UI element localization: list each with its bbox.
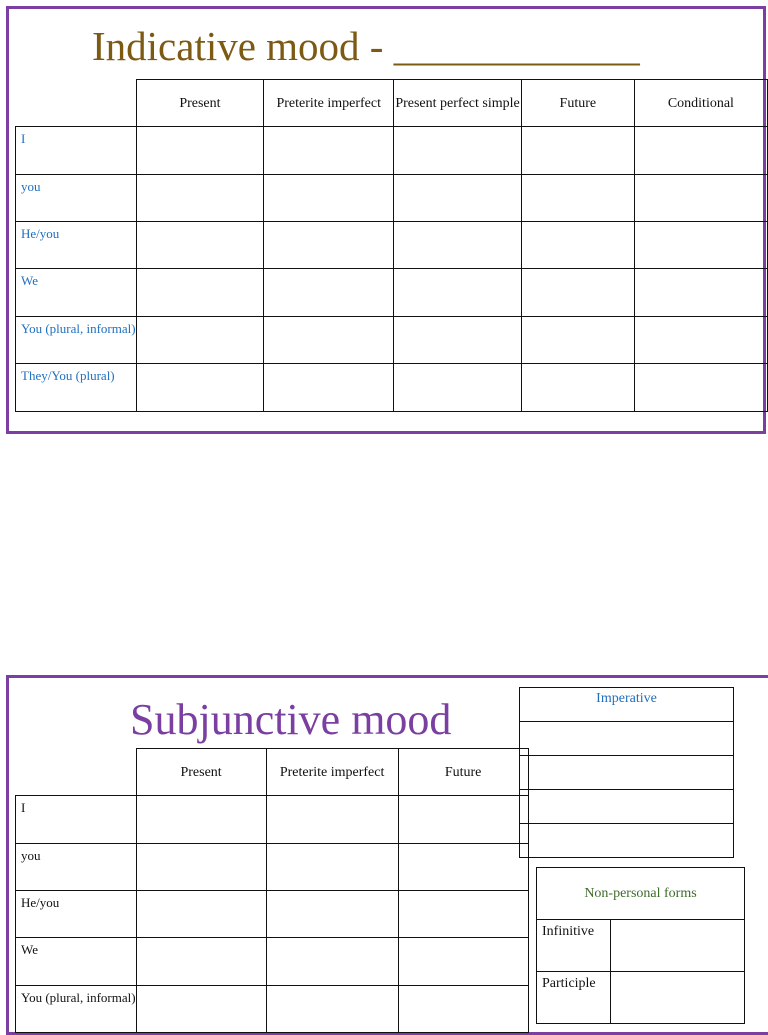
answer-cell[interactable] <box>266 986 398 1033</box>
answer-cell[interactable] <box>521 222 634 269</box>
row-label: you <box>16 175 137 222</box>
answer-cell[interactable] <box>520 756 734 790</box>
indicative-title: Indicative mood - ____________ <box>92 23 640 69</box>
row-label: You (plural, informal) <box>16 986 137 1033</box>
answer-cell[interactable] <box>136 222 264 269</box>
row-label: I <box>16 796 137 844</box>
answer-cell[interactable] <box>264 269 394 317</box>
answer-cell[interactable] <box>398 986 528 1033</box>
answer-cell[interactable] <box>634 127 767 175</box>
imperative-title: Imperative <box>520 688 734 722</box>
answer-cell[interactable] <box>398 844 528 891</box>
answer-cell[interactable] <box>520 824 734 858</box>
corner-cell <box>16 749 137 796</box>
answer-cell[interactable] <box>634 364 767 412</box>
answer-cell[interactable] <box>264 317 394 364</box>
answer-cell[interactable] <box>394 222 522 269</box>
answer-cell[interactable] <box>634 269 767 317</box>
table-row <box>16 175 768 222</box>
table-row <box>16 269 768 317</box>
answer-cell[interactable] <box>394 127 522 175</box>
answer-cell[interactable] <box>521 175 634 222</box>
table-row <box>16 222 768 269</box>
table-row <box>16 986 529 1033</box>
answer-cell[interactable] <box>136 127 264 175</box>
table-row <box>16 127 768 175</box>
answer-cell[interactable] <box>394 364 522 412</box>
answer-cell[interactable] <box>266 844 398 891</box>
column-header: Future <box>398 749 528 796</box>
corner-cell <box>16 80 137 127</box>
column-header: Present <box>136 80 264 127</box>
answer-cell[interactable] <box>398 796 528 844</box>
answer-cell[interactable] <box>634 175 767 222</box>
row-label: We <box>16 938 137 986</box>
answer-cell[interactable] <box>136 364 264 412</box>
answer-cell[interactable] <box>136 844 266 891</box>
answer-cell[interactable] <box>136 938 266 986</box>
answer-cell[interactable] <box>136 796 266 844</box>
answer-cell[interactable] <box>520 722 734 756</box>
answer-cell[interactable] <box>266 891 398 938</box>
column-header: Conditional <box>634 80 767 127</box>
row-label: Participle <box>537 972 611 1024</box>
table-row <box>16 796 529 844</box>
row-label: He/you <box>16 891 137 938</box>
column-header: Preterite imperfect <box>266 749 398 796</box>
answer-cell[interactable] <box>264 127 394 175</box>
answer-cell[interactable] <box>266 938 398 986</box>
row-label: We <box>16 269 137 317</box>
table-row <box>16 364 768 412</box>
answer-cell[interactable] <box>136 175 264 222</box>
column-header: Present <box>136 749 266 796</box>
answer-cell[interactable] <box>394 175 522 222</box>
nonpersonal-title: Non-personal forms <box>537 868 745 920</box>
answer-cell[interactable] <box>394 317 522 364</box>
table-row <box>16 938 529 986</box>
answer-cell[interactable] <box>521 317 634 364</box>
nonpersonal-table <box>536 867 745 1024</box>
column-header: Preterite imperfect <box>264 80 394 127</box>
table-row <box>16 844 529 891</box>
answer-cell[interactable] <box>521 364 634 412</box>
table-row <box>16 891 529 938</box>
row-label: you <box>16 844 137 891</box>
answer-cell[interactable] <box>394 269 522 317</box>
answer-cell[interactable] <box>264 364 394 412</box>
column-header: Future <box>521 80 634 127</box>
answer-cell[interactable] <box>521 127 634 175</box>
answer-cell[interactable] <box>136 317 264 364</box>
answer-cell[interactable] <box>611 920 745 972</box>
answer-cell[interactable] <box>634 317 767 364</box>
answer-cell[interactable] <box>611 972 745 1024</box>
column-header: Present perfect simple <box>394 80 522 127</box>
row-label: I <box>16 127 137 175</box>
imperative-table <box>519 687 734 858</box>
answer-cell[interactable] <box>521 269 634 317</box>
answer-cell[interactable] <box>264 175 394 222</box>
answer-cell[interactable] <box>634 222 767 269</box>
table-row <box>16 317 768 364</box>
answer-cell[interactable] <box>520 790 734 824</box>
answer-cell[interactable] <box>136 986 266 1033</box>
row-label: He/you <box>16 222 137 269</box>
row-label: Infinitive <box>537 920 611 972</box>
indicative-table <box>15 79 768 412</box>
row-label: They/You (plural) <box>16 364 137 412</box>
answer-cell[interactable] <box>136 269 264 317</box>
subjunctive-title: Subjunctive mood <box>130 695 452 744</box>
subjunctive-table <box>15 748 529 1033</box>
row-label: You (plural, informal) <box>16 317 137 364</box>
answer-cell[interactable] <box>266 796 398 844</box>
answer-cell[interactable] <box>264 222 394 269</box>
answer-cell[interactable] <box>398 891 528 938</box>
answer-cell[interactable] <box>398 938 528 986</box>
answer-cell[interactable] <box>136 891 266 938</box>
